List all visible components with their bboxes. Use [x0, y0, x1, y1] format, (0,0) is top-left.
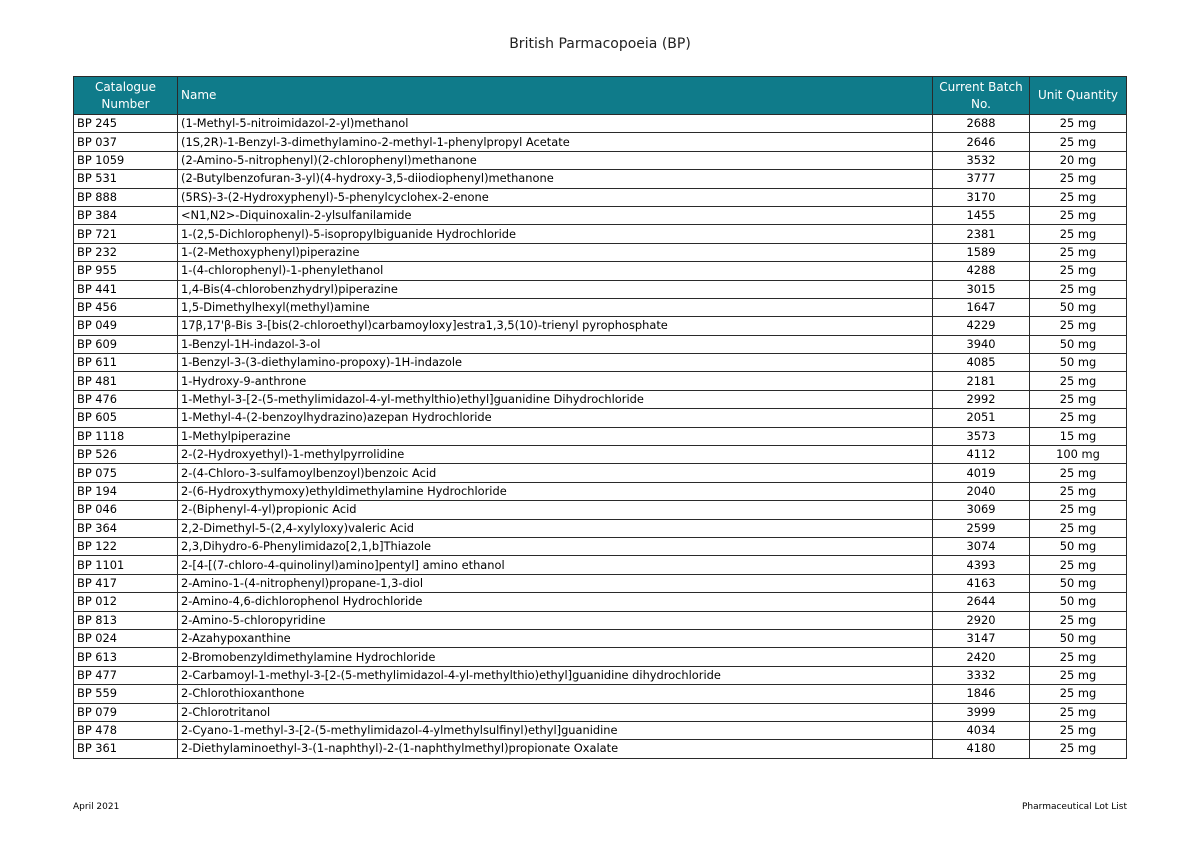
cell-name: 2-Amino-4,6-dichlorophenol Hydrochloride: [178, 593, 933, 611]
cell-name: 2,3,Dihydro-6-Phenylimidazo[2,1,b]Thiazole: [178, 537, 933, 555]
cell-name: 17β,17'β-Bis 3-[bis(2-chloroethyl)carbamoyloxy]estra1,3,5(10)-trienyl pyrophosphate: [178, 317, 933, 335]
cell-batch-number: 3999: [933, 703, 1030, 721]
table-row: [74, 629, 1127, 647]
cell-catalogue-number: BP 476: [74, 390, 178, 408]
table-row: [74, 206, 1127, 224]
cell-name: 2-Amino-1-(4-nitrophenyl)propane-1,3-diol: [178, 574, 933, 592]
cell-name: 2-Chlorothioxanthone: [178, 685, 933, 703]
cell-catalogue-number: BP 813: [74, 611, 178, 629]
cell-unit-quantity: 50 mg: [1030, 593, 1127, 611]
cell-name: 1-Methylpiperazine: [178, 427, 933, 445]
cell-name: 2-Cyano-1-methyl-3-[2-(5-methylimidazol-4-ylmethylsulfinyl)ethyl]guanidine: [178, 721, 933, 739]
cell-unit-quantity: 25 mg: [1030, 170, 1127, 188]
table-row: [74, 556, 1127, 574]
cell-name: 1-Methyl-3-[2-(5-methylimidazol-4-yl-methylthio)ethyl]guanidine Dihydrochloride: [178, 390, 933, 408]
cell-batch-number: 3015: [933, 280, 1030, 298]
footer-date: April 2021: [73, 802, 120, 812]
cell-batch-number: 3069: [933, 501, 1030, 519]
table-row: [74, 280, 1127, 298]
cell-unit-quantity: 25 mg: [1030, 372, 1127, 390]
cell-catalogue-number: BP 611: [74, 354, 178, 372]
cell-name: 2-Amino-5-chloropyridine: [178, 611, 933, 629]
cell-catalogue-number: BP 477: [74, 666, 178, 684]
cell-unit-quantity: 25 mg: [1030, 206, 1127, 224]
table-row: [74, 537, 1127, 555]
cell-catalogue-number: BP 049: [74, 317, 178, 335]
cell-batch-number: 1846: [933, 685, 1030, 703]
table-row: [74, 574, 1127, 592]
table-row: [74, 685, 1127, 703]
cell-batch-number: 2599: [933, 519, 1030, 537]
column-header-name: Name: [178, 77, 933, 115]
cell-batch-number: 4229: [933, 317, 1030, 335]
cell-unit-quantity: 25 mg: [1030, 243, 1127, 261]
cell-catalogue-number: BP 613: [74, 648, 178, 666]
cell-name: (2-Amino-5-nitrophenyl)(2-chlorophenyl)methanone: [178, 151, 933, 169]
cell-batch-number: 3573: [933, 427, 1030, 445]
cell-name: 2-(4-Chloro-3-sulfamoylbenzoyl)benzoic Acid: [178, 464, 933, 482]
cell-catalogue-number: BP 955: [74, 262, 178, 280]
cell-catalogue-number: BP 037: [74, 133, 178, 151]
cell-batch-number: 2992: [933, 390, 1030, 408]
cell-unit-quantity: 25 mg: [1030, 280, 1127, 298]
cell-unit-quantity: 50 mg: [1030, 335, 1127, 353]
cell-name: (1-Methyl-5-nitroimidazol-2-yl)methanol: [178, 115, 933, 133]
cell-name: 1,4-Bis(4-chlorobenzhydryl)piperazine: [178, 280, 933, 298]
cell-batch-number: 2920: [933, 611, 1030, 629]
table-header-row: [74, 77, 1127, 115]
cell-unit-quantity: 25 mg: [1030, 611, 1127, 629]
cell-batch-number: 2644: [933, 593, 1030, 611]
table-row: [74, 390, 1127, 408]
cell-catalogue-number: BP 1101: [74, 556, 178, 574]
cell-batch-number: 2381: [933, 225, 1030, 243]
cell-catalogue-number: BP 122: [74, 537, 178, 555]
cell-batch-number: 1455: [933, 206, 1030, 224]
cell-batch-number: 3777: [933, 170, 1030, 188]
table-row: [74, 611, 1127, 629]
cell-catalogue-number: BP 046: [74, 501, 178, 519]
cell-batch-number: 3074: [933, 537, 1030, 555]
cell-catalogue-number: BP 481: [74, 372, 178, 390]
cell-unit-quantity: 25 mg: [1030, 740, 1127, 758]
cell-catalogue-number: BP 605: [74, 409, 178, 427]
cell-catalogue-number: BP 024: [74, 629, 178, 647]
cell-batch-number: 4180: [933, 740, 1030, 758]
table-row: [74, 593, 1127, 611]
table-row: [74, 409, 1127, 427]
cell-name: 2-Azahypoxanthine: [178, 629, 933, 647]
cell-name: 2-Bromobenzyldimethylamine Hydrochloride: [178, 648, 933, 666]
cell-batch-number: 4393: [933, 556, 1030, 574]
table-row: [74, 225, 1127, 243]
cell-batch-number: 4034: [933, 721, 1030, 739]
cell-batch-number: 2646: [933, 133, 1030, 151]
cell-unit-quantity: 50 mg: [1030, 537, 1127, 555]
cell-unit-quantity: 50 mg: [1030, 354, 1127, 372]
cell-unit-quantity: 25 mg: [1030, 409, 1127, 427]
cell-name: 1-(2-Methoxyphenyl)piperazine: [178, 243, 933, 261]
table-row: [74, 115, 1127, 133]
cell-name: 1-(2,5-Dichlorophenyl)-5-isopropylbiguanide Hydrochloride: [178, 225, 933, 243]
cell-catalogue-number: BP 417: [74, 574, 178, 592]
cell-catalogue-number: BP 384: [74, 206, 178, 224]
cell-unit-quantity: 15 mg: [1030, 427, 1127, 445]
cell-catalogue-number: BP 888: [74, 188, 178, 206]
cell-catalogue-number: BP 245: [74, 115, 178, 133]
cell-batch-number: 1589: [933, 243, 1030, 261]
table-row: [74, 464, 1127, 482]
cell-batch-number: 3940: [933, 335, 1030, 353]
cell-name: 2-(6-Hydroxythymoxy)ethyldimethylamine Hydrochloride: [178, 482, 933, 500]
cell-catalogue-number: BP 079: [74, 703, 178, 721]
cell-name: 2-(2-Hydroxyethyl)-1-methylpyrrolidine: [178, 446, 933, 464]
cell-batch-number: 2040: [933, 482, 1030, 500]
cell-name: <N1,N2>-Diquinoxalin-2-ylsulfanilamide: [178, 206, 933, 224]
cell-catalogue-number: BP 721: [74, 225, 178, 243]
table-row: [74, 482, 1127, 500]
cell-batch-number: 3147: [933, 629, 1030, 647]
cell-unit-quantity: 25 mg: [1030, 464, 1127, 482]
cell-unit-quantity: 25 mg: [1030, 115, 1127, 133]
cell-name: (2-Butylbenzofuran-3-yl)(4-hydroxy-3,5-diiodiophenyl)methanone: [178, 170, 933, 188]
cell-name: 2,2-Dimethyl-5-(2,4-xylyloxy)valeric Acid: [178, 519, 933, 537]
cell-catalogue-number: BP 361: [74, 740, 178, 758]
cell-name: 2-[4-[(7-chloro-4-quinolinyl)amino]pentyl] amino ethanol: [178, 556, 933, 574]
cell-catalogue-number: BP 609: [74, 335, 178, 353]
cell-unit-quantity: 25 mg: [1030, 133, 1127, 151]
cell-catalogue-number: BP 012: [74, 593, 178, 611]
cell-batch-number: 4019: [933, 464, 1030, 482]
cell-catalogue-number: BP 559: [74, 685, 178, 703]
cell-catalogue-number: BP 441: [74, 280, 178, 298]
footer-document-name: Pharmaceutical Lot List: [1022, 802, 1127, 812]
cell-batch-number: 2181: [933, 372, 1030, 390]
table-row: [74, 666, 1127, 684]
table-row: [74, 151, 1127, 169]
cell-catalogue-number: BP 531: [74, 170, 178, 188]
cell-name: 1-Methyl-4-(2-benzoylhydrazino)azepan Hydrochloride: [178, 409, 933, 427]
cell-name: (1S,2R)-1-Benzyl-3-dimethylamino-2-methyl-1-phenylpropyl Acetate: [178, 133, 933, 151]
cell-unit-quantity: 50 mg: [1030, 574, 1127, 592]
table-row: [74, 262, 1127, 280]
table-row: [74, 170, 1127, 188]
cell-unit-quantity: 25 mg: [1030, 556, 1127, 574]
table-row: [74, 648, 1127, 666]
cell-batch-number: 4163: [933, 574, 1030, 592]
table-row: [74, 703, 1127, 721]
cell-unit-quantity: 25 mg: [1030, 262, 1127, 280]
table-row: [74, 446, 1127, 464]
cell-unit-quantity: 25 mg: [1030, 390, 1127, 408]
cell-name: 1,5-Dimethylhexyl(methyl)amine: [178, 298, 933, 316]
cell-unit-quantity: 25 mg: [1030, 188, 1127, 206]
cell-catalogue-number: BP 232: [74, 243, 178, 261]
cell-batch-number: 3170: [933, 188, 1030, 206]
cell-unit-quantity: 25 mg: [1030, 666, 1127, 684]
cell-batch-number: 4085: [933, 354, 1030, 372]
cell-batch-number: 1647: [933, 298, 1030, 316]
cell-unit-quantity: 25 mg: [1030, 317, 1127, 335]
table-row: [74, 133, 1127, 151]
cell-catalogue-number: BP 526: [74, 446, 178, 464]
cell-unit-quantity: 25 mg: [1030, 519, 1127, 537]
table-row: [74, 243, 1127, 261]
table-row: [74, 519, 1127, 537]
cell-catalogue-number: BP 456: [74, 298, 178, 316]
cell-name: 1-Hydroxy-9-anthrone: [178, 372, 933, 390]
column-header-quantity: Unit Quantity: [1030, 77, 1127, 115]
cell-catalogue-number: BP 478: [74, 721, 178, 739]
cell-unit-quantity: 25 mg: [1030, 685, 1127, 703]
cell-batch-number: 4112: [933, 446, 1030, 464]
cell-name: 2-(Biphenyl-4-yl)propionic Acid: [178, 501, 933, 519]
cell-name: 2-Chlorotritanol: [178, 703, 933, 721]
cell-name: (5RS)-3-(2-Hydroxyphenyl)-5-phenylcyclohex-2-enone: [178, 188, 933, 206]
table-row: [74, 298, 1127, 316]
table-row: [74, 427, 1127, 445]
table-row: [74, 721, 1127, 739]
cell-unit-quantity: 25 mg: [1030, 482, 1127, 500]
cell-batch-number: 3532: [933, 151, 1030, 169]
table-row: [74, 372, 1127, 390]
cell-name: 1-Benzyl-1H-indazol-3-ol: [178, 335, 933, 353]
cell-batch-number: 2420: [933, 648, 1030, 666]
table-row: [74, 501, 1127, 519]
cell-catalogue-number: BP 075: [74, 464, 178, 482]
page-title: British Parmacopoeia (BP): [509, 36, 691, 52]
table-row: [74, 740, 1127, 758]
column-header-batch: Current Batch No.: [933, 77, 1030, 115]
table-row: [74, 354, 1127, 372]
cell-batch-number: 2688: [933, 115, 1030, 133]
cell-unit-quantity: 25 mg: [1030, 648, 1127, 666]
cell-unit-quantity: 100 mg: [1030, 446, 1127, 464]
lot-table: [73, 76, 1127, 759]
cell-catalogue-number: BP 364: [74, 519, 178, 537]
column-header-catalogue: Catalogue Number: [74, 77, 178, 115]
cell-unit-quantity: 25 mg: [1030, 721, 1127, 739]
table-row: [74, 188, 1127, 206]
cell-name: 1-(4-chlorophenyl)-1-phenylethanol: [178, 262, 933, 280]
cell-batch-number: 2051: [933, 409, 1030, 427]
cell-batch-number: 3332: [933, 666, 1030, 684]
table-row: [74, 335, 1127, 353]
table-body: [74, 115, 1127, 759]
cell-name: 2-Carbamoyl-1-methyl-3-[2-(5-methylimidazol-4-yl-methylthio)ethyl]guanidine dihydrochloride: [178, 666, 933, 684]
cell-unit-quantity: 25 mg: [1030, 225, 1127, 243]
cell-catalogue-number: BP 1059: [74, 151, 178, 169]
cell-unit-quantity: 50 mg: [1030, 629, 1127, 647]
cell-name: 1-Benzyl-3-(3-diethylamino-propoxy)-1H-indazole: [178, 354, 933, 372]
cell-catalogue-number: BP 194: [74, 482, 178, 500]
cell-unit-quantity: 50 mg: [1030, 298, 1127, 316]
cell-unit-quantity: 25 mg: [1030, 703, 1127, 721]
cell-catalogue-number: BP 1118: [74, 427, 178, 445]
table-row: [74, 317, 1127, 335]
cell-batch-number: 4288: [933, 262, 1030, 280]
cell-name: 2-Diethylaminoethyl-3-(1-naphthyl)-2-(1-naphthylmethyl)propionate Oxalate: [178, 740, 933, 758]
cell-unit-quantity: 25 mg: [1030, 501, 1127, 519]
cell-unit-quantity: 20 mg: [1030, 151, 1127, 169]
